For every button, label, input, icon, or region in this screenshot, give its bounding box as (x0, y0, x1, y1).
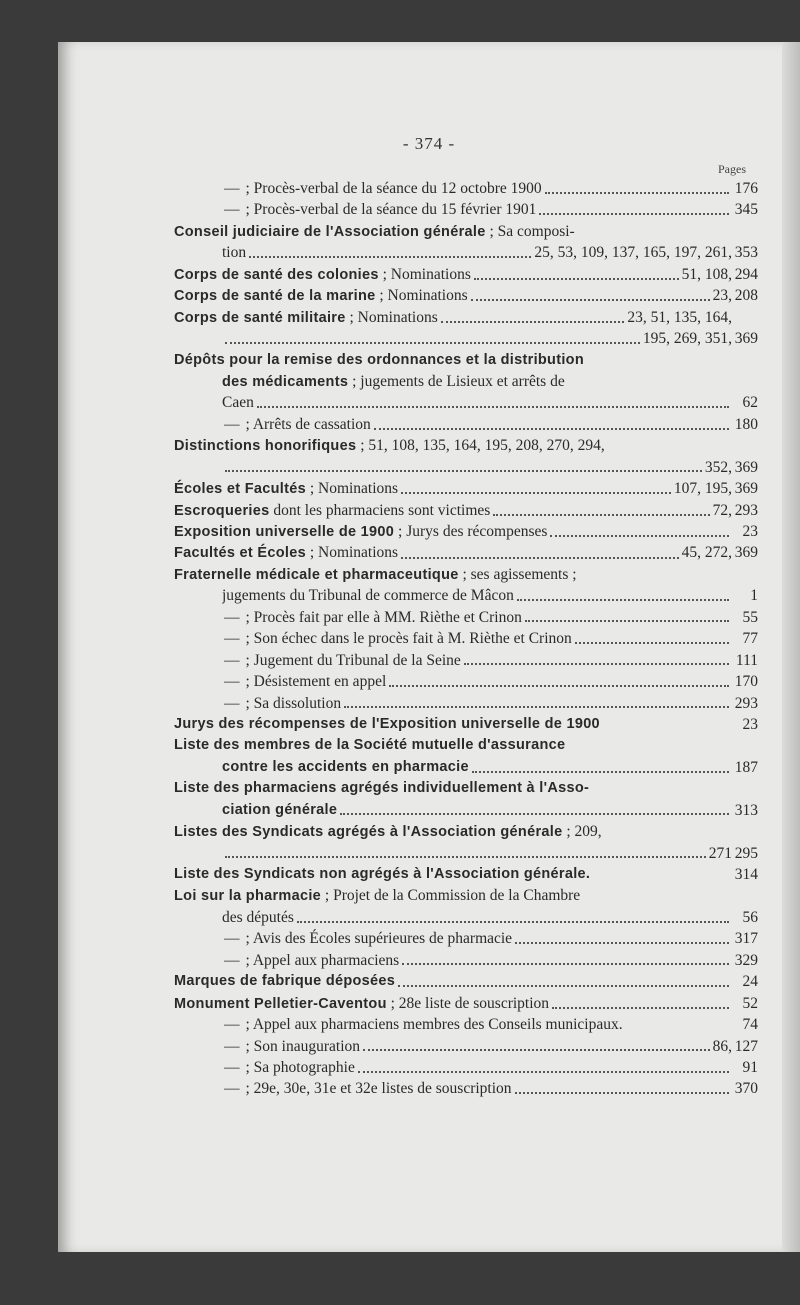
dash-marker: — (224, 201, 240, 219)
dash-marker: — (224, 1058, 240, 1076)
dash-marker: — (224, 180, 240, 197)
page-ref: 313 (734, 801, 758, 819)
dot-leader (398, 985, 729, 987)
index-line-content (224, 414, 732, 435)
index-line-content (174, 564, 732, 586)
entry-heading: Liste des membres de la Société mutuelle d'assurance (174, 737, 566, 754)
index-line (58, 714, 800, 735)
page-ref: 369 (734, 330, 758, 348)
index-line-content (174, 221, 732, 243)
page-ref: 353 (734, 244, 758, 262)
entry-text: ; 51, 108, 135, 164, 195, 208, 270, 294, (356, 437, 605, 455)
dot-leader (344, 706, 729, 708)
index-line-content (224, 1057, 732, 1078)
dot-leader (389, 685, 729, 687)
page-references: 23, 51, 135, 164, (627, 308, 732, 326)
page-ref: 180 (734, 415, 758, 433)
entry-text: ; Arrêts de cassation (245, 415, 371, 433)
entry-heading: Fraternelle médicale et pharmaceutique (174, 566, 459, 583)
dot-leader (225, 856, 706, 858)
page-references: 23, (712, 287, 732, 305)
index-line (58, 478, 800, 499)
index-line-content (224, 950, 732, 971)
entry-heading: Écoles et Facultés (174, 481, 306, 498)
index-line-content (174, 285, 732, 307)
index-line-content (224, 1078, 732, 1099)
index-line-content (174, 714, 732, 735)
page-references: 195, 269, 351, (642, 330, 732, 348)
index-line-content (224, 628, 732, 649)
index-line-content (222, 392, 732, 413)
page-ref: 314 (734, 866, 758, 883)
index-line (58, 221, 800, 242)
dot-leader (225, 342, 640, 344)
index-line-content (222, 800, 732, 821)
page-ref: 77 (742, 630, 758, 648)
page-ref: 208 (734, 287, 758, 305)
index-line-content (174, 435, 732, 457)
page-edge (782, 42, 800, 1252)
entry-heading: Corps de santé des colonies (174, 266, 379, 283)
index-line (58, 564, 800, 585)
entry-text: ; Son échec dans le procès fait à M. Rièthe et Crinon (245, 630, 572, 648)
entry-text: ; Nominations (345, 308, 438, 326)
index-line (58, 778, 800, 799)
entry-text: ; Appel aux pharmaciens membres des Conseils municipaux. (245, 1016, 623, 1034)
dot-leader (358, 1071, 729, 1073)
index-line (58, 242, 800, 263)
index-line-content (222, 328, 732, 349)
entry-heading: Marques de fabrique déposées (174, 973, 396, 990)
index-line-content (224, 607, 732, 628)
index-line-content (174, 778, 732, 799)
entry-heading: des médicaments (222, 373, 349, 390)
entry-heading: Listes des Syndicats agrégés à l'Association générale (174, 824, 563, 841)
index-line-content (174, 864, 732, 885)
dot-leader (225, 470, 702, 472)
entry-heading: Escroqueries (174, 502, 270, 519)
dot-leader (474, 278, 679, 280)
page-ref: 317 (734, 930, 758, 948)
index-line (58, 371, 800, 392)
entry-heading: Exposition universelle de 1900 (174, 524, 395, 540)
index-line-content (222, 242, 732, 263)
entry-text: des députés (222, 908, 294, 926)
page-ref: 369 (734, 458, 758, 476)
page-ref: 295 (734, 844, 758, 862)
index-line-content (222, 457, 732, 478)
index-line-content (224, 178, 732, 199)
index-line-content (222, 907, 732, 928)
index-line-content (224, 650, 732, 671)
index-line (58, 993, 800, 1014)
index-line (58, 414, 800, 435)
entry-heading: Conseil judiciaire de l'Association générale (174, 223, 486, 240)
page-references: 45, 272, (681, 544, 732, 562)
dot-leader (515, 942, 729, 944)
index-line (58, 1078, 800, 1099)
entry-heading: contre les accidents en pharmacie (222, 758, 469, 775)
index-line (58, 307, 800, 328)
index-line (58, 628, 800, 649)
dot-leader (257, 406, 729, 408)
page-references: 352, (704, 458, 732, 476)
entry-text: ; Nominations (305, 480, 399, 498)
dash-marker: — (224, 608, 240, 626)
index-line-content (224, 199, 732, 220)
index-line-content (224, 693, 732, 714)
entry-text: ; Procès-verbal de la séance du 12 octobre 1900 (245, 180, 542, 197)
entry-text: ; Sa dissolution (245, 694, 342, 712)
index-line (58, 800, 800, 821)
dot-leader (402, 963, 729, 965)
entry-text: ; Sa photographie (245, 1058, 355, 1076)
index-line (58, 907, 800, 928)
index-line (58, 178, 800, 199)
index-line-content (174, 971, 732, 992)
entry-text: ; 29e, 30e, 31e et 32e listes de souscription (245, 1080, 512, 1098)
page-ref: 294 (734, 265, 758, 283)
entry-text: ; Avis des Écoles supérieures de pharmacie (245, 930, 513, 948)
page-ref: 23 (742, 523, 758, 540)
page-ref: 62 (742, 394, 758, 412)
index-line-content (174, 350, 732, 371)
dash-marker: — (224, 930, 240, 948)
page-references: 25, 53, 109, 137, 165, 197, 261, (534, 244, 732, 262)
index-line (58, 735, 800, 756)
entry-text: ; Jurys des récompenses (394, 523, 548, 540)
page-ref: 329 (734, 951, 758, 969)
index-line (58, 521, 800, 542)
page-ref: 1 (750, 587, 758, 605)
page-ref: 370 (734, 1080, 758, 1098)
index-line (58, 585, 800, 606)
page-ref: 74 (742, 1016, 758, 1034)
page-ref: 176 (734, 180, 758, 197)
dot-leader (493, 514, 709, 516)
page-ref: 24 (742, 973, 758, 991)
page-ref: 56 (742, 908, 758, 926)
entry-text: ; Projet de la Commission de la Chambre (321, 887, 581, 905)
dash-marker: — (224, 673, 240, 691)
index-line-content (174, 735, 732, 756)
index-line-content (224, 671, 732, 692)
entry-text: ; Nominations (378, 265, 471, 283)
index-line (58, 435, 800, 456)
index-line (58, 328, 800, 349)
dot-leader (249, 256, 531, 258)
page-ref: 293 (734, 501, 758, 519)
dot-leader (471, 299, 710, 301)
index-line (58, 264, 800, 285)
index-line (58, 971, 800, 992)
index-line (58, 542, 800, 563)
index-line (58, 199, 800, 220)
index-line-content (174, 993, 732, 1015)
page-ref: 369 (734, 480, 758, 498)
page-references: 72, (712, 501, 732, 519)
entry-text: ; ses agissements ; (458, 565, 577, 583)
entry-heading: Corps de santé militaire (174, 309, 346, 326)
dot-leader (441, 321, 625, 323)
entry-heading: Jurys des récompenses de l'Exposition universelle de 1900 (174, 715, 600, 732)
index-line (58, 885, 800, 906)
dash-marker: — (224, 1016, 240, 1034)
page-ref: 55 (742, 608, 758, 626)
index-line (58, 500, 800, 521)
page-ref: 111 (735, 651, 758, 669)
book-page (58, 42, 800, 1252)
index-line (58, 285, 800, 306)
dot-leader (515, 1092, 729, 1094)
entry-text: ; Nominations (375, 287, 468, 305)
entry-heading: Corps de santé de la marine (174, 288, 376, 305)
index-line (58, 821, 800, 842)
index-line-content (222, 757, 732, 778)
entry-heading: Liste des Syndicats non agrégés à l'Association générale. (174, 866, 591, 882)
index-line-content (174, 500, 732, 522)
entry-text: ; Procès fait par elle à MM. Rièthe et Crinon (245, 608, 522, 626)
index-line-content (174, 264, 732, 286)
page-ref: 127 (734, 1037, 758, 1055)
index-line-content (224, 1014, 732, 1035)
dot-leader (340, 813, 729, 815)
entry-text: ; Sa composi- (485, 222, 575, 240)
index-line (58, 1057, 800, 1078)
page-ref: 52 (742, 994, 758, 1012)
page-number: - 374 - (402, 134, 456, 153)
index-line (58, 928, 800, 949)
entry-text: ; Appel aux pharmaciens (245, 951, 400, 969)
page-ref: 345 (734, 201, 758, 219)
index-line (58, 1036, 800, 1057)
entry-text: ; Désistement en appel (245, 673, 387, 691)
entry-text: dont les pharmaciens sont victimes (269, 501, 491, 519)
entry-heading: Loi sur la pharmacie (174, 888, 322, 905)
page-references: 107, 195, (673, 480, 732, 498)
dot-leader (472, 771, 729, 773)
pages-column-label: Pages (718, 162, 746, 176)
entry-heading: Facultés et Écoles (174, 545, 306, 562)
dot-leader (464, 663, 729, 665)
entry-text: ; Jugement du Tribunal de la Seine (245, 651, 461, 669)
page-ref: 369 (734, 544, 758, 562)
index-line (58, 864, 800, 885)
entry-heading: Monument Pelletier-Caventou (174, 995, 387, 1012)
entry-text: ; 28e liste de souscription (386, 994, 550, 1012)
dot-leader (401, 492, 671, 494)
index-line (58, 350, 800, 371)
dash-marker: — (224, 415, 240, 433)
index-line-content (174, 821, 732, 843)
dash-marker: — (224, 1037, 240, 1055)
index-line-content (174, 542, 732, 564)
entry-text: Caen (222, 394, 254, 412)
index-line (58, 650, 800, 671)
index-line (58, 392, 800, 413)
index-entries (58, 178, 800, 1100)
index-line (58, 950, 800, 971)
entry-text: ; 209, (562, 823, 602, 841)
page-ref: 187 (734, 758, 758, 776)
index-line (58, 843, 800, 864)
dot-leader (401, 557, 679, 559)
page-ref: 91 (742, 1058, 758, 1076)
dash-marker: — (224, 1080, 240, 1098)
index-line-content (222, 843, 732, 864)
index-line-content (174, 521, 732, 543)
index-line-content (224, 1036, 732, 1057)
index-line-content (174, 307, 732, 329)
page-references: 51, 108, (681, 265, 732, 283)
dot-leader (363, 1049, 710, 1051)
index-line-content (222, 585, 732, 606)
index-line (58, 757, 800, 778)
index-line-content (174, 478, 732, 500)
index-line (58, 607, 800, 628)
dash-marker: — (224, 630, 240, 648)
entry-text: ; Procès-verbal de la séance du 15 février 1901 (245, 201, 537, 219)
page-references: 86, (712, 1037, 732, 1055)
entry-text: ; Nominations (305, 544, 399, 562)
entry-text: ; jugements de Lisieux et arrêts de (348, 372, 565, 390)
index-line (58, 671, 800, 692)
index-line-content (174, 885, 732, 907)
entry-text: jugements du Tribunal de commerce de Mâcon (222, 587, 514, 605)
entry-text: ; Son inauguration (245, 1037, 361, 1055)
page-references: 271 (708, 844, 732, 862)
page-ref: 170 (734, 673, 758, 691)
entry-heading: ciation générale (222, 801, 338, 818)
index-line-content (224, 928, 732, 949)
entry-heading: Liste des pharmaciens agrégés individuellement à l'Asso- (174, 780, 590, 797)
dash-marker: — (224, 651, 240, 669)
index-line-content (222, 371, 732, 393)
index-line (58, 457, 800, 478)
index-line (58, 693, 800, 714)
page-ref: 293 (734, 694, 758, 712)
dot-leader (297, 921, 729, 923)
dash-marker: — (224, 694, 240, 712)
dot-leader (374, 428, 729, 430)
dash-marker: — (224, 951, 240, 969)
index-line (58, 1014, 800, 1035)
page-ref: 23 (742, 715, 758, 733)
entry-heading: Dépôts pour la remise des ordonnances et la distribution (174, 351, 584, 368)
entry-heading: Distinctions honorifiques (174, 438, 357, 455)
entry-text: tion (222, 244, 247, 262)
